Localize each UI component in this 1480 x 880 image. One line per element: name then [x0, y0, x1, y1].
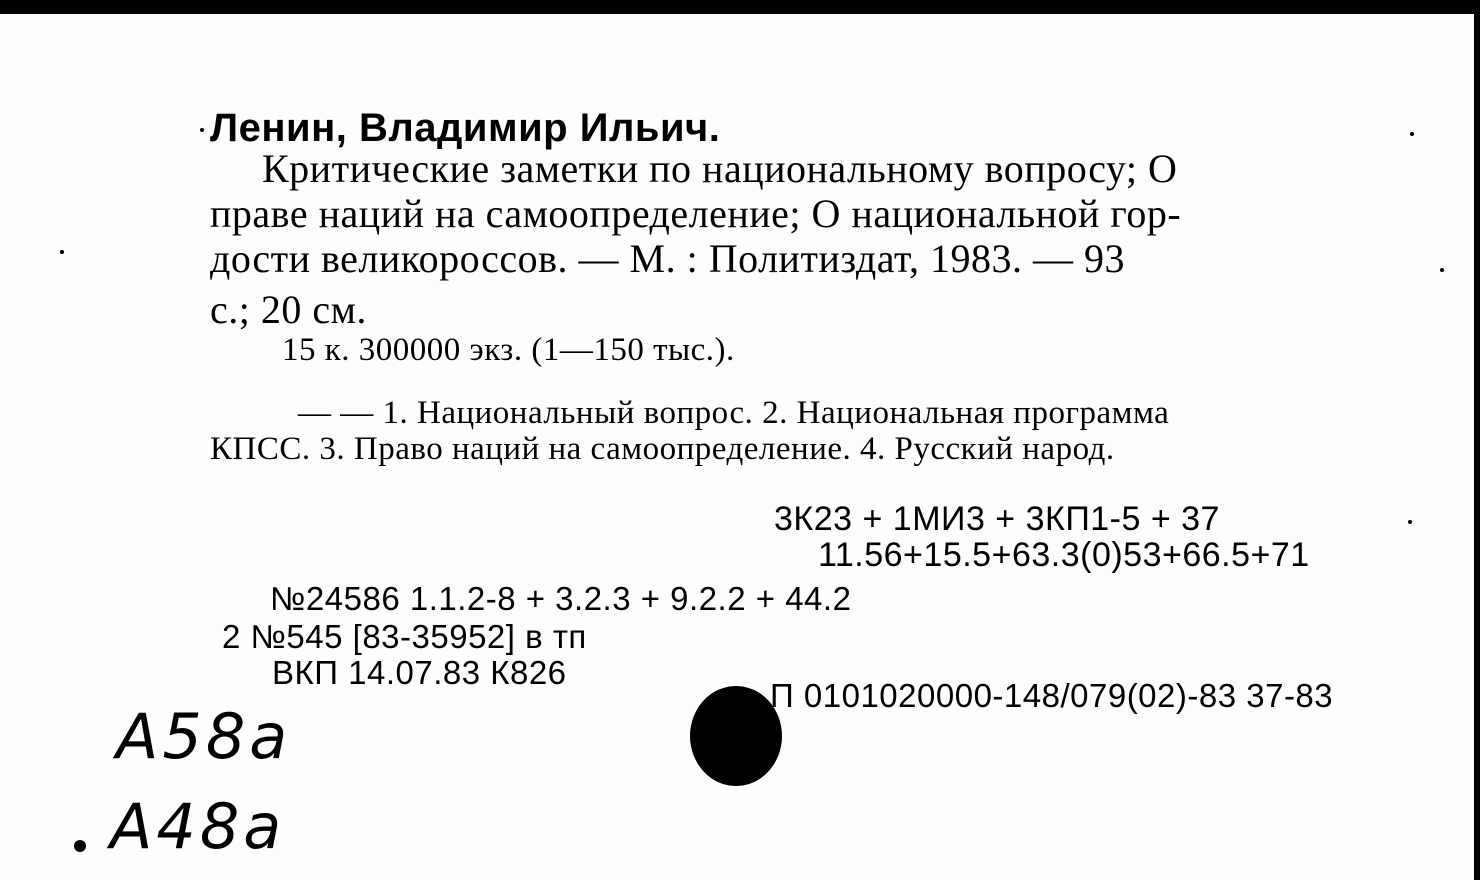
note-line-1: №24586 1.1.2-8 + 3.2.3 + 9.2.2 + 44.2 — [270, 580, 852, 617]
title-line-3: дости великороссов. — М. : Политиздат, 1983. — 93 — [210, 236, 1125, 281]
title-line-2: праве наций на самоопределение; О национальной гор- — [210, 191, 1182, 236]
card-right-edge — [1474, 0, 1480, 880]
note-line-2: 2 №545 [83-35952] в тп — [222, 618, 587, 655]
scan-speck — [1408, 520, 1412, 524]
price-circulation: 15 к. 300000 экз. (1—150 тыс.). — [282, 332, 735, 368]
handwritten-shelfmark-2: А48а — [110, 790, 286, 863]
title-line-4: с.; 20 см. — [210, 287, 367, 332]
ink-dot — [74, 840, 86, 852]
subject-headings-line-1: — — 1. Национальный вопрос. 2. Национальная программа — [298, 395, 1170, 431]
note-line-3: ВКП 14.07.83 К826 — [272, 654, 567, 691]
author-heading: Ленин, Владимир Ильич. — [210, 106, 721, 150]
punch-hole — [690, 686, 782, 786]
scan-speck — [1410, 132, 1414, 136]
title-line-1: Критические заметки по национальному вопросу; О — [262, 146, 1178, 191]
scan-speck — [60, 250, 64, 254]
card-top-edge — [0, 0, 1480, 14]
scan-speck — [200, 128, 204, 132]
classification-line-1: 3К23 + 1МИ3 + 3КП1-5 + 37 — [774, 500, 1220, 538]
classification-line-2: 11.56+15.5+63.3(0)53+66.5+71 — [818, 536, 1310, 574]
publisher-code: П 0101020000-148/079(02)-83 37-83 — [770, 677, 1334, 714]
scan-speck — [1440, 268, 1444, 272]
handwritten-shelfmark-1: А58а — [116, 700, 292, 773]
subject-headings-line-2: КПСС. 3. Право наций на самоопределение. 4. Русский народ. — [210, 431, 1115, 467]
